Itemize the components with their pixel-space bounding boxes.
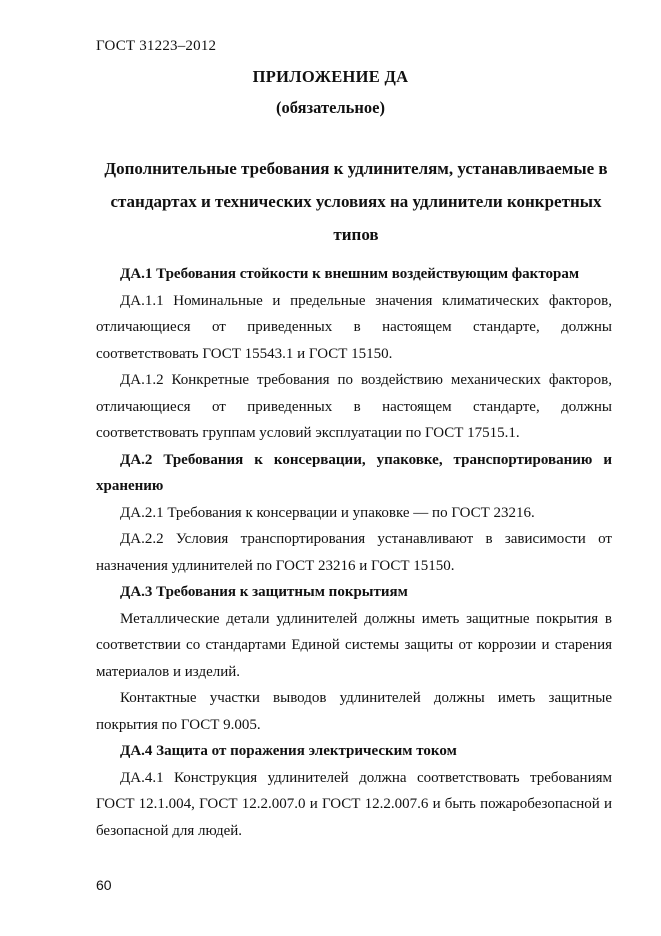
section-heading-da4: ДА.4 Защита от поражения электрическим током (120, 743, 457, 759)
paragraph-da1-2: ДА.1.2 Конкретные требования по воздействию механических факторов, отличающиеся от приведенных в настоящем стандарте, должны соответствовать группам условий эксплуатации по ГОСТ 17515.1. (96, 372, 612, 441)
annex-status: (обязательное) (276, 98, 385, 117)
document-code: ГОСТ 31223–2012 (96, 38, 217, 54)
section-heading-da2: ДА.2 Требования к консервации, упаковке, транспортированию и хранению (96, 451, 612, 494)
page-number: 60 (96, 877, 112, 893)
paragraph-da3-2: Контактные участки выводов удлинителей должны иметь защитные покрытия по ГОСТ 9.005. (96, 690, 612, 733)
paragraph-da2-1: ДА.2.1 Требования к консервации и упаковке — по ГОСТ 23216. (120, 504, 535, 521)
annex-body (96, 261, 612, 844)
annex-heading: Дополнительные требования к удлинителям, устанавливаемые в стандартах и технических условиях на удлинители конкретных типов (104, 159, 608, 244)
section-heading-da3: ДА.3 Требования к защитным покрытиям (120, 584, 408, 600)
paragraph-da4-1: ДА.4.1 Конструкция удлинителей должна соответствовать требованиям ГОСТ 12.1.004, ГОСТ 12.2.007.0 и ГОСТ 12.2.007.6 и быть пожаробезопасной и безопасной для людей. (96, 769, 612, 839)
annex-title: ПРИЛОЖЕНИЕ ДА (252, 67, 409, 86)
paragraph-da3-1: Металлические детали удлинителей должны иметь защитные покрытия в соответствии со стандартами Единой системы защиты от коррозии и старения материалов и изделий. (96, 610, 612, 680)
paragraph-da2-2: ДА.2.2 Условия транспортирования устанавливают в зависимости от назначения удлинителей по ГОСТ 23216 и ГОСТ 15150. (96, 531, 612, 574)
paragraph-da1-1: ДА.1.1 Номинальные и предельные значения климатических факторов, отличающиеся от приведенных в настоящем стандарте, должны соответствовать ГОСТ 15543.1 и ГОСТ 15150. (96, 292, 612, 362)
section-heading-da1: ДА.1 Требования стойкости к внешним воздействующим факторам (120, 266, 580, 282)
